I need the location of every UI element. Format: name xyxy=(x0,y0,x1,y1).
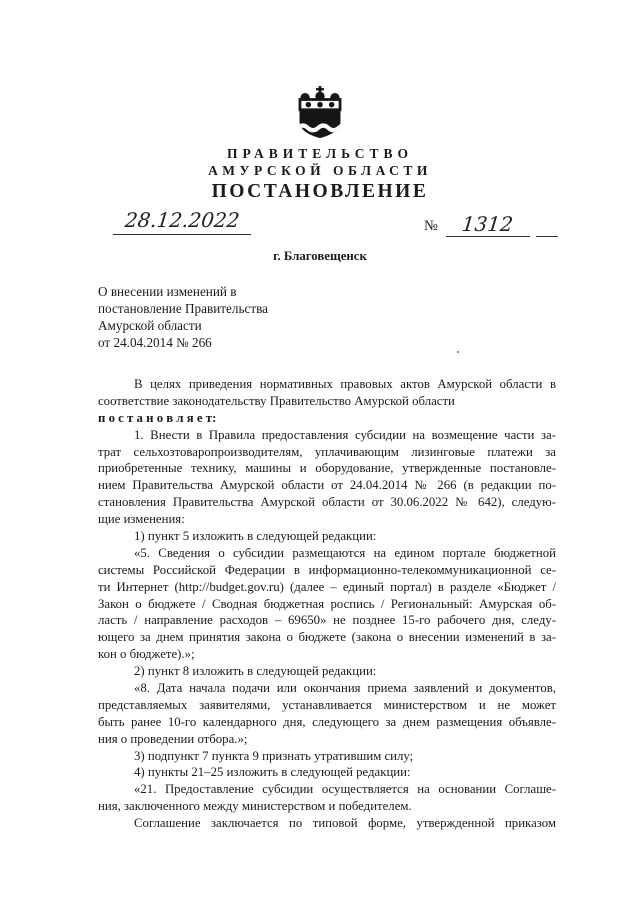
body-line: системы Российской Федерации в информационно-телекоммуникационной се- xyxy=(98,562,556,577)
document-number-field xyxy=(424,212,558,237)
body-line: ющего за днем принятия закона о бюджете (закона о внесении изменений в за- xyxy=(98,630,556,645)
scan-speck xyxy=(457,351,459,353)
body-line: В целях приведения нормативных правовых актов Амурской области в xyxy=(134,377,556,391)
body-line: ти Интернет (http://budget.gov.ru) (далее – единый портал) в разделе «Бюджет / xyxy=(98,579,556,594)
subject-line: постановление Правительства xyxy=(98,301,269,316)
body-line: 3) подпункт 7 пункта 9 признать утратившим силу; xyxy=(134,748,414,763)
handwritten-number: 1312 xyxy=(461,212,515,236)
body-line: трат сельхозтоваропроизводителям, уплачивающим лизинговые платежи за xyxy=(98,444,556,459)
body-line: соответствие законодательству Правительство Амурской области xyxy=(98,393,455,408)
handwritten-date: 28.12.2022 xyxy=(123,208,241,232)
body-line: п о с т а н о в л я е т: xyxy=(98,410,217,425)
body-line: представляемых заявителями, устанавливается министерством и не может xyxy=(98,697,556,712)
number-extra-dash xyxy=(536,213,558,237)
body-line: ния о проведении отбора.»; xyxy=(98,731,248,746)
city-line: г. Благовещенск xyxy=(273,249,367,263)
body-line: «8. Дата начала подачи или окончания приема заявлений и документов, xyxy=(134,681,556,696)
body-line: становления Правительства Амурской области от 30.06.2022 № 642), следую- xyxy=(98,495,556,510)
body-line: 1. Внести в Правила предоставления субсидии на возмещение части за- xyxy=(134,427,556,442)
body-line: 2) пункт 8 изложить в следующей редакции: xyxy=(134,664,377,679)
body-line: быть ранее 10-го календарного дня, следующего за днем размещения объявле- xyxy=(98,714,556,729)
body-line: ласть / направление расходов – 69650» не позднее 15-го рабочего дня, следу- xyxy=(98,613,556,628)
body-line: Соглашение заключается по типовой форме, утвержденной приказом xyxy=(134,816,556,831)
org-name-line2: АМУРСКОЙ ОБЛАСТИ xyxy=(208,163,432,178)
body-line: щие изменения: xyxy=(98,512,185,527)
body-line: 4) пункты 21–25 изложить в следующей редакции: xyxy=(134,765,411,780)
org-name-line1: ПРАВИТЕЛЬСТВО xyxy=(226,146,413,161)
body-line: 1) пункт 5 изложить в следующей редакции: xyxy=(134,529,377,544)
document-type-title: ПОСТАНОВЛЕНИЕ xyxy=(211,181,429,202)
body-line: кон о бюджете).»; xyxy=(98,647,195,662)
document-date-field xyxy=(113,208,251,235)
body-line: приобретенные технику, машины и оборудование, утвержденные постановле- xyxy=(98,461,556,476)
subject-line: Амурской области xyxy=(98,318,202,333)
body-line: ния, заключенного между министерством и победителем. xyxy=(98,799,412,814)
handwritten-number-underline xyxy=(446,212,530,237)
body-line: нием Правительства Амурской области от 24.04.2014 № 266 (в редакции по- xyxy=(98,478,556,493)
body-line: «5. Сведения о субсидии размещаются на едином портале бюджетной xyxy=(134,545,556,560)
document-body xyxy=(98,376,556,832)
amur-oblast-coat-of-arms-icon xyxy=(292,86,348,140)
number-sign: № xyxy=(424,218,438,234)
document-subject xyxy=(98,283,268,351)
subject-line: О внесении изменений в xyxy=(98,284,237,299)
body-line: Закон о бюджете / Сводная бюджетная роспись / Региональный: Амурская об- xyxy=(98,596,556,611)
subject-line: от 24.04.2014 № 266 xyxy=(98,335,212,350)
body-line: «21. Предоставление субсидии осуществляется на основании Соглаше- xyxy=(134,782,556,797)
